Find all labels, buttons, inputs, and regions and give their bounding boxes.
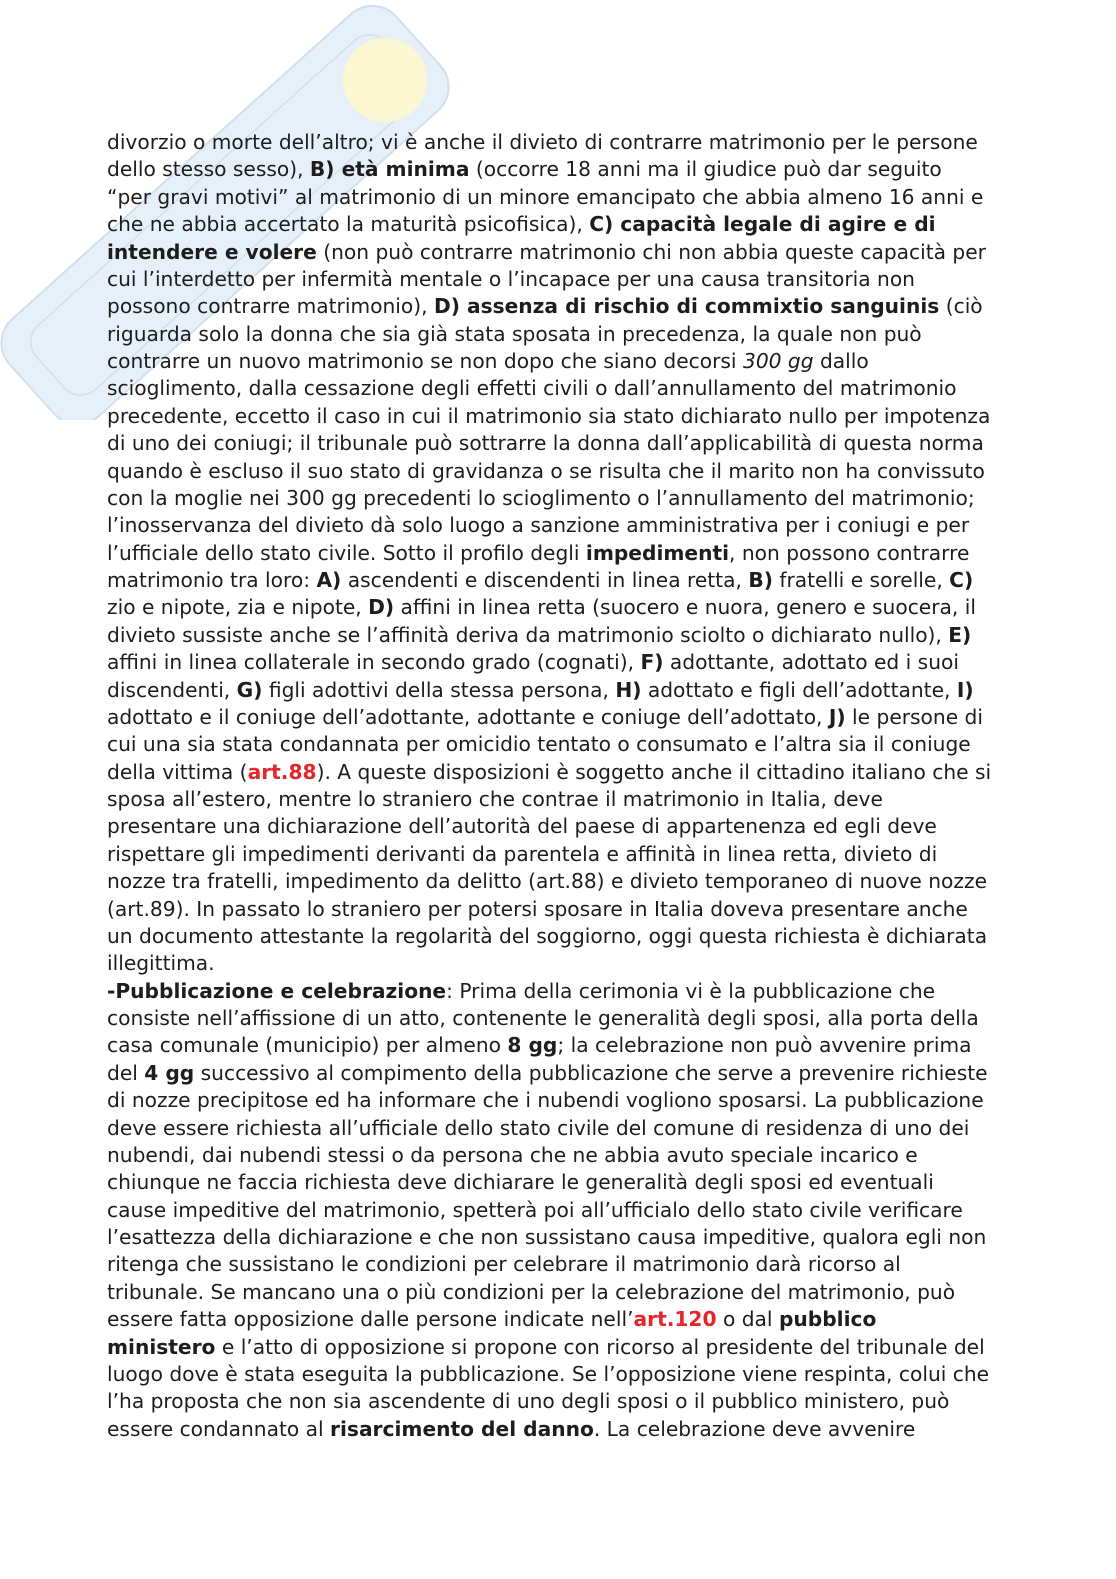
text-line bbox=[107, 1224, 991, 1251]
bold-run: -Pubblicazione e celebrazione bbox=[107, 978, 447, 1003]
bold-run: ministero bbox=[107, 1334, 216, 1359]
text-run: discendenti, bbox=[107, 677, 237, 702]
text-run: essere fatta opposizione dalle persone indicate nell’ bbox=[107, 1307, 634, 1332]
text-line bbox=[107, 184, 991, 211]
text-run: ). A queste disposizioni è soggetto anche il cittadino italiano che si bbox=[316, 759, 992, 784]
text-run: dello stesso sesso), bbox=[107, 157, 310, 182]
text-run: , non possono contrarre bbox=[729, 540, 970, 565]
text-line bbox=[107, 1060, 991, 1087]
bold-run: G) bbox=[236, 677, 263, 702]
text-line bbox=[107, 868, 991, 895]
text-run: luogo dove è stata eseguita la pubblicazione. Se l’opposizione viene respinta, colui che bbox=[107, 1361, 990, 1386]
bold-run: H) bbox=[615, 677, 642, 702]
bold-run: C) bbox=[949, 568, 974, 592]
text-run: (non può contrarre matrimonio chi non abbia queste capacità per bbox=[316, 239, 986, 264]
text-line bbox=[107, 1005, 991, 1032]
text-run: deve essere richiesta all’ufficiale dello stato civile del comune di residenza di uno dei bbox=[107, 1115, 970, 1140]
bold-run: B) età minima bbox=[309, 157, 470, 182]
text-line bbox=[107, 403, 991, 430]
text-line bbox=[107, 950, 991, 977]
text-run: scioglimento, dalla cessazione degli effetti civili o dall’annullamento del matrimonio bbox=[107, 376, 957, 401]
text-line bbox=[107, 786, 991, 813]
text-line bbox=[107, 1361, 991, 1388]
text-run: con la moglie nei 300 gg precedenti lo scioglimento o l’annullamento del matrimonio; bbox=[107, 485, 975, 510]
text-run: chiunque ne faccia richiesta deve dichiarare le generalità degli sposi ed eventuali bbox=[107, 1170, 934, 1195]
text-line bbox=[107, 978, 991, 1005]
text-line bbox=[107, 458, 991, 485]
text-run: e l’atto di opposizione si propone con ricorso al presidente del tribunale del bbox=[215, 1334, 985, 1359]
text-run: zio e nipote, zia e nipote, bbox=[107, 595, 369, 620]
text-run: ascendenti e discendenti in linea retta, bbox=[341, 568, 749, 592]
text-run: le persone di bbox=[845, 704, 983, 729]
text-run: contrarre un nuovo matrimonio se non dopo che siano decorsi bbox=[107, 349, 743, 373]
article-reference: art.88 bbox=[247, 759, 317, 784]
text-line bbox=[107, 512, 991, 539]
bold-run: E) bbox=[948, 622, 972, 647]
text-run: successivo al compimento della pubblicazione che serve a prevenire richieste bbox=[194, 1060, 988, 1085]
text-line bbox=[107, 813, 991, 840]
text-line bbox=[107, 540, 991, 567]
text-run: divieto sussiste anche se l’affinità deriva da matrimonio sciolto o dichiarato nullo), bbox=[107, 622, 949, 647]
text-line bbox=[107, 649, 991, 676]
text-run: consiste nell’affissione di un atto, contenente le generalità degli sposi, alla porta della bbox=[107, 1006, 979, 1030]
text-line bbox=[107, 622, 991, 649]
text-run: ; la celebrazione non può avvenire prima bbox=[557, 1033, 972, 1058]
bold-run: intendere e volere bbox=[107, 239, 317, 264]
text-line bbox=[107, 896, 991, 923]
text-run: (art.89). In passato lo straniero per potersi sposare in Italia doveva presentare anche bbox=[107, 896, 968, 921]
text-run: : Prima della cerimonia vi è la pubblicazione che bbox=[446, 978, 936, 1003]
text-run: casa comunale (municipio) per almeno bbox=[107, 1033, 508, 1058]
bold-run: risarcimento del danno bbox=[330, 1416, 594, 1441]
bold-run: C) capacità legale di agire e di bbox=[589, 212, 936, 237]
text-line bbox=[107, 348, 991, 375]
text-line bbox=[107, 923, 991, 950]
text-line bbox=[107, 211, 991, 238]
text-line bbox=[107, 1142, 991, 1169]
text-run: della vittima ( bbox=[107, 759, 248, 784]
text-run: (ciò bbox=[939, 294, 983, 319]
text-run: fratelli e sorelle, bbox=[772, 568, 950, 592]
bold-run: 8 gg bbox=[507, 1033, 558, 1058]
text-run: rispettare gli impedimenti derivanti da parentela e affinità in linea retta, divieto di bbox=[107, 841, 938, 866]
text-run: cause impeditive del matrimonio, spetterà poi all’ufficialo dello stato civile verificare bbox=[107, 1197, 963, 1222]
text-run: (occorre 18 anni ma il giudice può dar seguito bbox=[469, 157, 942, 182]
text-run: l’esattezza della dichiarazione e che non sussistano causa impeditive, qualora egli non bbox=[107, 1225, 987, 1249]
bold-run: 4 gg bbox=[144, 1060, 195, 1085]
text-line bbox=[107, 841, 991, 868]
text-line bbox=[107, 293, 991, 320]
text-run: riguarda solo la donna che sia già stata sposata in precedenza, la quale non può bbox=[107, 321, 922, 346]
text-line bbox=[107, 1279, 991, 1306]
italic-run: 300 gg bbox=[742, 349, 814, 373]
text-run: l’ufficiale dello stato civile. Sotto il profilo degli bbox=[107, 540, 586, 565]
text-run: ritenga che sussistano le condizioni per celebrare il matrimonio darà ricorso al bbox=[107, 1252, 901, 1277]
text-run: cui l’interdetto per infermità mentale o l’incapace per una causa transitoria non bbox=[107, 266, 915, 291]
text-run: precedente, eccetto il caso in cui il matrimonio sia stato dichiarato nullo per impotenza bbox=[107, 403, 991, 428]
text-run: un documento attestante la regolarità del soggiorno, oggi questa richiesta è dichiarata bbox=[107, 923, 988, 948]
text-line bbox=[107, 677, 991, 704]
text-line bbox=[107, 1388, 991, 1415]
text-run: nozze tra fratelli, impedimento da delitto (art.88) e divieto temporaneo di nuove nozze bbox=[107, 869, 988, 894]
text-line bbox=[107, 430, 991, 457]
bold-run: J) bbox=[828, 704, 846, 729]
text-run: figli adottivi della stessa persona, bbox=[262, 677, 616, 702]
text-line bbox=[107, 239, 991, 266]
text-line bbox=[107, 266, 991, 293]
text-run: tribunale. Se mancano una o più condizioni per la celebrazione del matrimonio, può bbox=[107, 1279, 956, 1304]
text-run: affini in linea collaterale in secondo grado (cognati), bbox=[107, 650, 641, 675]
bold-run: I) bbox=[956, 677, 974, 702]
text-run: quando è escluso il suo stato di gravidanza o se risulta che il marito non ha convissuto bbox=[107, 458, 985, 483]
bold-run: pubblico bbox=[778, 1307, 877, 1332]
text-line bbox=[107, 1197, 991, 1224]
bold-run: impedimenti bbox=[585, 540, 730, 565]
text-run: dallo bbox=[813, 349, 869, 373]
text-run: adottato e il coniuge dell’adottante, adottante e coniuge dell’adottato, bbox=[107, 704, 829, 729]
text-line bbox=[107, 1306, 991, 1333]
text-run: divorzio o morte dell’altro; vi è anche il divieto di contrarre matrimonio per le persone bbox=[107, 130, 978, 154]
text-line bbox=[107, 375, 991, 402]
text-run: del bbox=[107, 1060, 145, 1085]
text-line bbox=[107, 1087, 991, 1114]
text-line bbox=[107, 1416, 991, 1443]
text-run: matrimonio tra loro: bbox=[107, 568, 317, 592]
text-run: sposa all’estero, mentre lo straniero che contrae il matrimonio in Italia, deve bbox=[107, 787, 883, 811]
text-line bbox=[107, 567, 991, 594]
text-run: nubendi, dai nubendi stessi o da persona che ne abbia avuto speciale incarico e bbox=[107, 1142, 918, 1167]
bold-run: B) bbox=[748, 568, 773, 592]
text-run: essere condannato al bbox=[107, 1416, 331, 1441]
text-run: l’ha proposta che non sia ascendente di uno degli sposi o il pubblico ministero, può bbox=[107, 1389, 950, 1414]
bold-run: D) assenza di rischio di commixtio sanguinis bbox=[433, 294, 940, 319]
text-run: presentare una dichiarazione dell’autorità del paese di appartenenza ed egli deve bbox=[107, 814, 937, 839]
bold-run: F) bbox=[640, 650, 664, 675]
text-run: o dal bbox=[716, 1307, 779, 1332]
text-run: che ne abbia accertato la maturità psicofisica), bbox=[107, 212, 590, 237]
text-run: adottante, adottato ed i suoi bbox=[663, 650, 959, 675]
text-line bbox=[107, 1251, 991, 1278]
text-run: affini in linea retta (suocero e nuora, genero e suocera, il bbox=[394, 595, 976, 620]
bold-run: D) bbox=[368, 595, 395, 620]
text-line bbox=[107, 759, 991, 786]
text-run: . La celebrazione deve avvenire bbox=[593, 1416, 916, 1441]
text-run: possono contrarre matrimonio), bbox=[107, 294, 434, 319]
text-line bbox=[107, 156, 991, 183]
text-run: “per gravi motivi” al matrimonio di un minore emancipato che abbia almeno 16 anni e bbox=[107, 184, 984, 209]
text-line bbox=[107, 704, 991, 731]
text-line bbox=[107, 1115, 991, 1142]
text-line bbox=[107, 1032, 991, 1059]
text-run: l’inosservanza del divieto dà solo luogo a sanzione amministrativa per i coniugi e per bbox=[107, 513, 970, 538]
document-text-body bbox=[107, 129, 991, 1443]
text-run: di uno dei coniugi; il tribunale può sottrarre la donna dall’applicabilità di questa norma bbox=[107, 431, 984, 456]
text-run: illegittima. bbox=[107, 951, 215, 976]
text-line bbox=[107, 731, 991, 758]
text-line bbox=[107, 485, 991, 512]
text-line bbox=[107, 594, 991, 621]
article-reference: art.120 bbox=[633, 1307, 717, 1332]
bold-run: A) bbox=[316, 568, 342, 592]
text-run: adottato e figli dell’adottante, bbox=[641, 677, 957, 702]
text-run: cui una sia stata condannata per omicidio tentato o consumato e l’altra sia il coniuge bbox=[107, 732, 971, 757]
text-line bbox=[107, 129, 991, 156]
text-run: di nozze precipitose ed ha informare che i nubendi vogliono sposarsi. La pubblicazione bbox=[107, 1088, 984, 1113]
text-line bbox=[107, 1334, 991, 1361]
watermark-accent-circle bbox=[343, 38, 427, 122]
text-line bbox=[107, 1169, 991, 1196]
text-line bbox=[107, 321, 991, 348]
